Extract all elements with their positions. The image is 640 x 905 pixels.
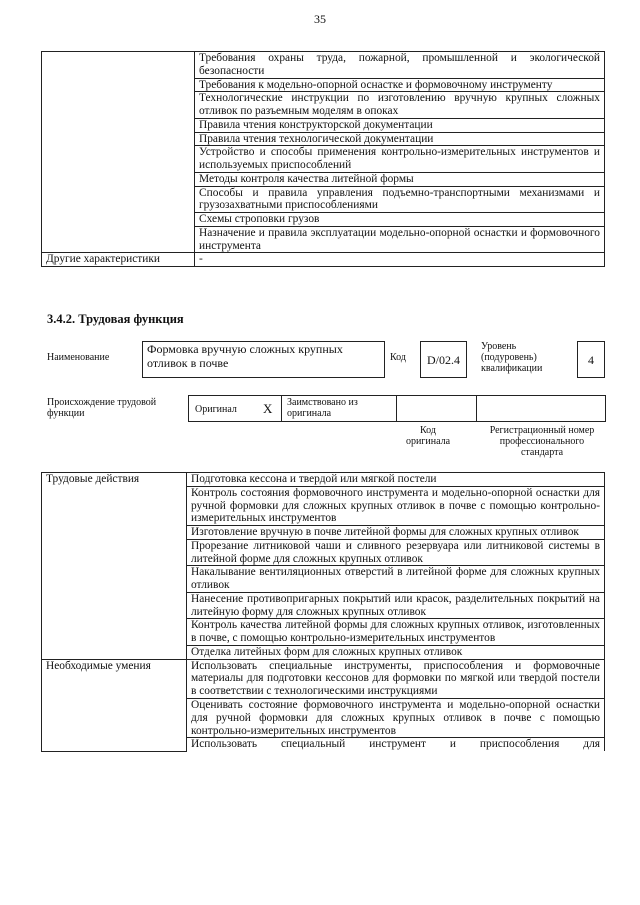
required-skill: Использовать специальные инструменты, приспособления и формовочные материалы для подготовки кессонов для формовки по мягкой или твердой постели в соответствии с технологическими инструкциями [187,659,605,698]
other-characteristics-label: Другие характеристики [42,253,195,267]
origin-label: Происхождение трудовой функции [47,397,157,420]
registration-number-caption: Регистрационный номер профессионального стандарта [489,425,595,459]
code-value: D/02.4 [420,341,467,378]
labor-action: Изготовление вручную в почве литейной формы для сложных крупных отливок [187,526,605,540]
name-label: Наименование [47,352,110,363]
original-label: Оригинал [195,404,237,415]
labor-action: Контроль качества литейной формы для сложных крупных отливок, изготовленных в почве, с помощью контрольно-измерительных инструментов [187,619,605,646]
knowledge-item: Устройство и способы применения контрольно-измерительных инструментов и используемых приспособлений [195,146,605,173]
knowledge-item: Способы и правила управления подъемно-транспортными механизмами и грузозахватными приспособлениями [195,186,605,213]
knowledge-item: Назначение и правила эксплуатации модельно-опорной оснастки и формовочного инструмента [195,226,605,253]
knowledge-label-cell [42,52,195,253]
labor-actions-label: Трудовые действия [42,473,187,660]
origin-box [188,395,606,422]
code-original-caption: Код оригинала [405,425,451,448]
function-name: Формовка вручную сложных крупных отливок в почве [142,341,385,378]
other-characteristics-value: - [195,253,605,267]
borrowed-label: Заимствовано из оригинала [287,397,358,420]
labor-action: Нанесение противопригарных покрытий или красок, разделительных покрытий на литейную форму для сложных крупных отливок [187,592,605,619]
function-table [41,472,605,752]
origin-divider [476,395,477,422]
knowledge-item: Схемы строповки грузов [195,213,605,227]
knowledge-item: Требования к модельно-опорной оснастке и формовочному инструменту [195,78,605,92]
code-label: Код [390,352,406,363]
labor-action: Контроль состояния формовочного инструмента и модельно-опорной оснастки для ручной формовки для сложных крупных отливок в почве с помощью контрольно-измерительных инструментов [187,486,605,525]
page-number: 35 [314,12,326,26]
required-skill: Использовать специальный инструмент и приспособления для [187,738,605,751]
required-skill: Оценивать состояние формовочного инструмента и модельно-опорной оснастки для ручной формовки для сложных крупных отливок в почве с помощью контрольно-измерительных инструментов [187,699,605,738]
level-label: Уровень (подуровень) квалификации [481,341,543,375]
labor-action: Прорезание литниковой чаши и сливного резервуара или литниковой системы в литейной форме для сложных крупных отливок [187,539,605,566]
knowledge-item: Правила чтения технологической документации [195,132,605,146]
labor-action: Отделка литейных форм для сложных крупных отливок [187,645,605,659]
origin-divider [396,395,397,422]
knowledge-item: Правила чтения конструкторской документации [195,118,605,132]
knowledge-item: Методы контроля качества литейной формы [195,172,605,186]
labor-action: Накалывание вентиляционных отверстий в литейной форме для сложных крупных отливок [187,566,605,593]
level-value: 4 [577,341,605,378]
knowledge-item: Технологические инструкции по изготовлению вручную крупных сложных отливок по разъемным моделям в опоках [195,92,605,119]
knowledge-table [41,51,605,267]
knowledge-item: Требования охраны труда, пожарной, промышленной и экологической безопасности [195,52,605,79]
section-title: 3.4.2. Трудовая функция [47,312,184,326]
labor-action: Подготовка кессона и твердой или мягкой постели [187,473,605,487]
original-mark: X [263,401,273,416]
origin-divider [281,395,282,422]
required-skills-label: Необходимые умения [42,659,187,751]
